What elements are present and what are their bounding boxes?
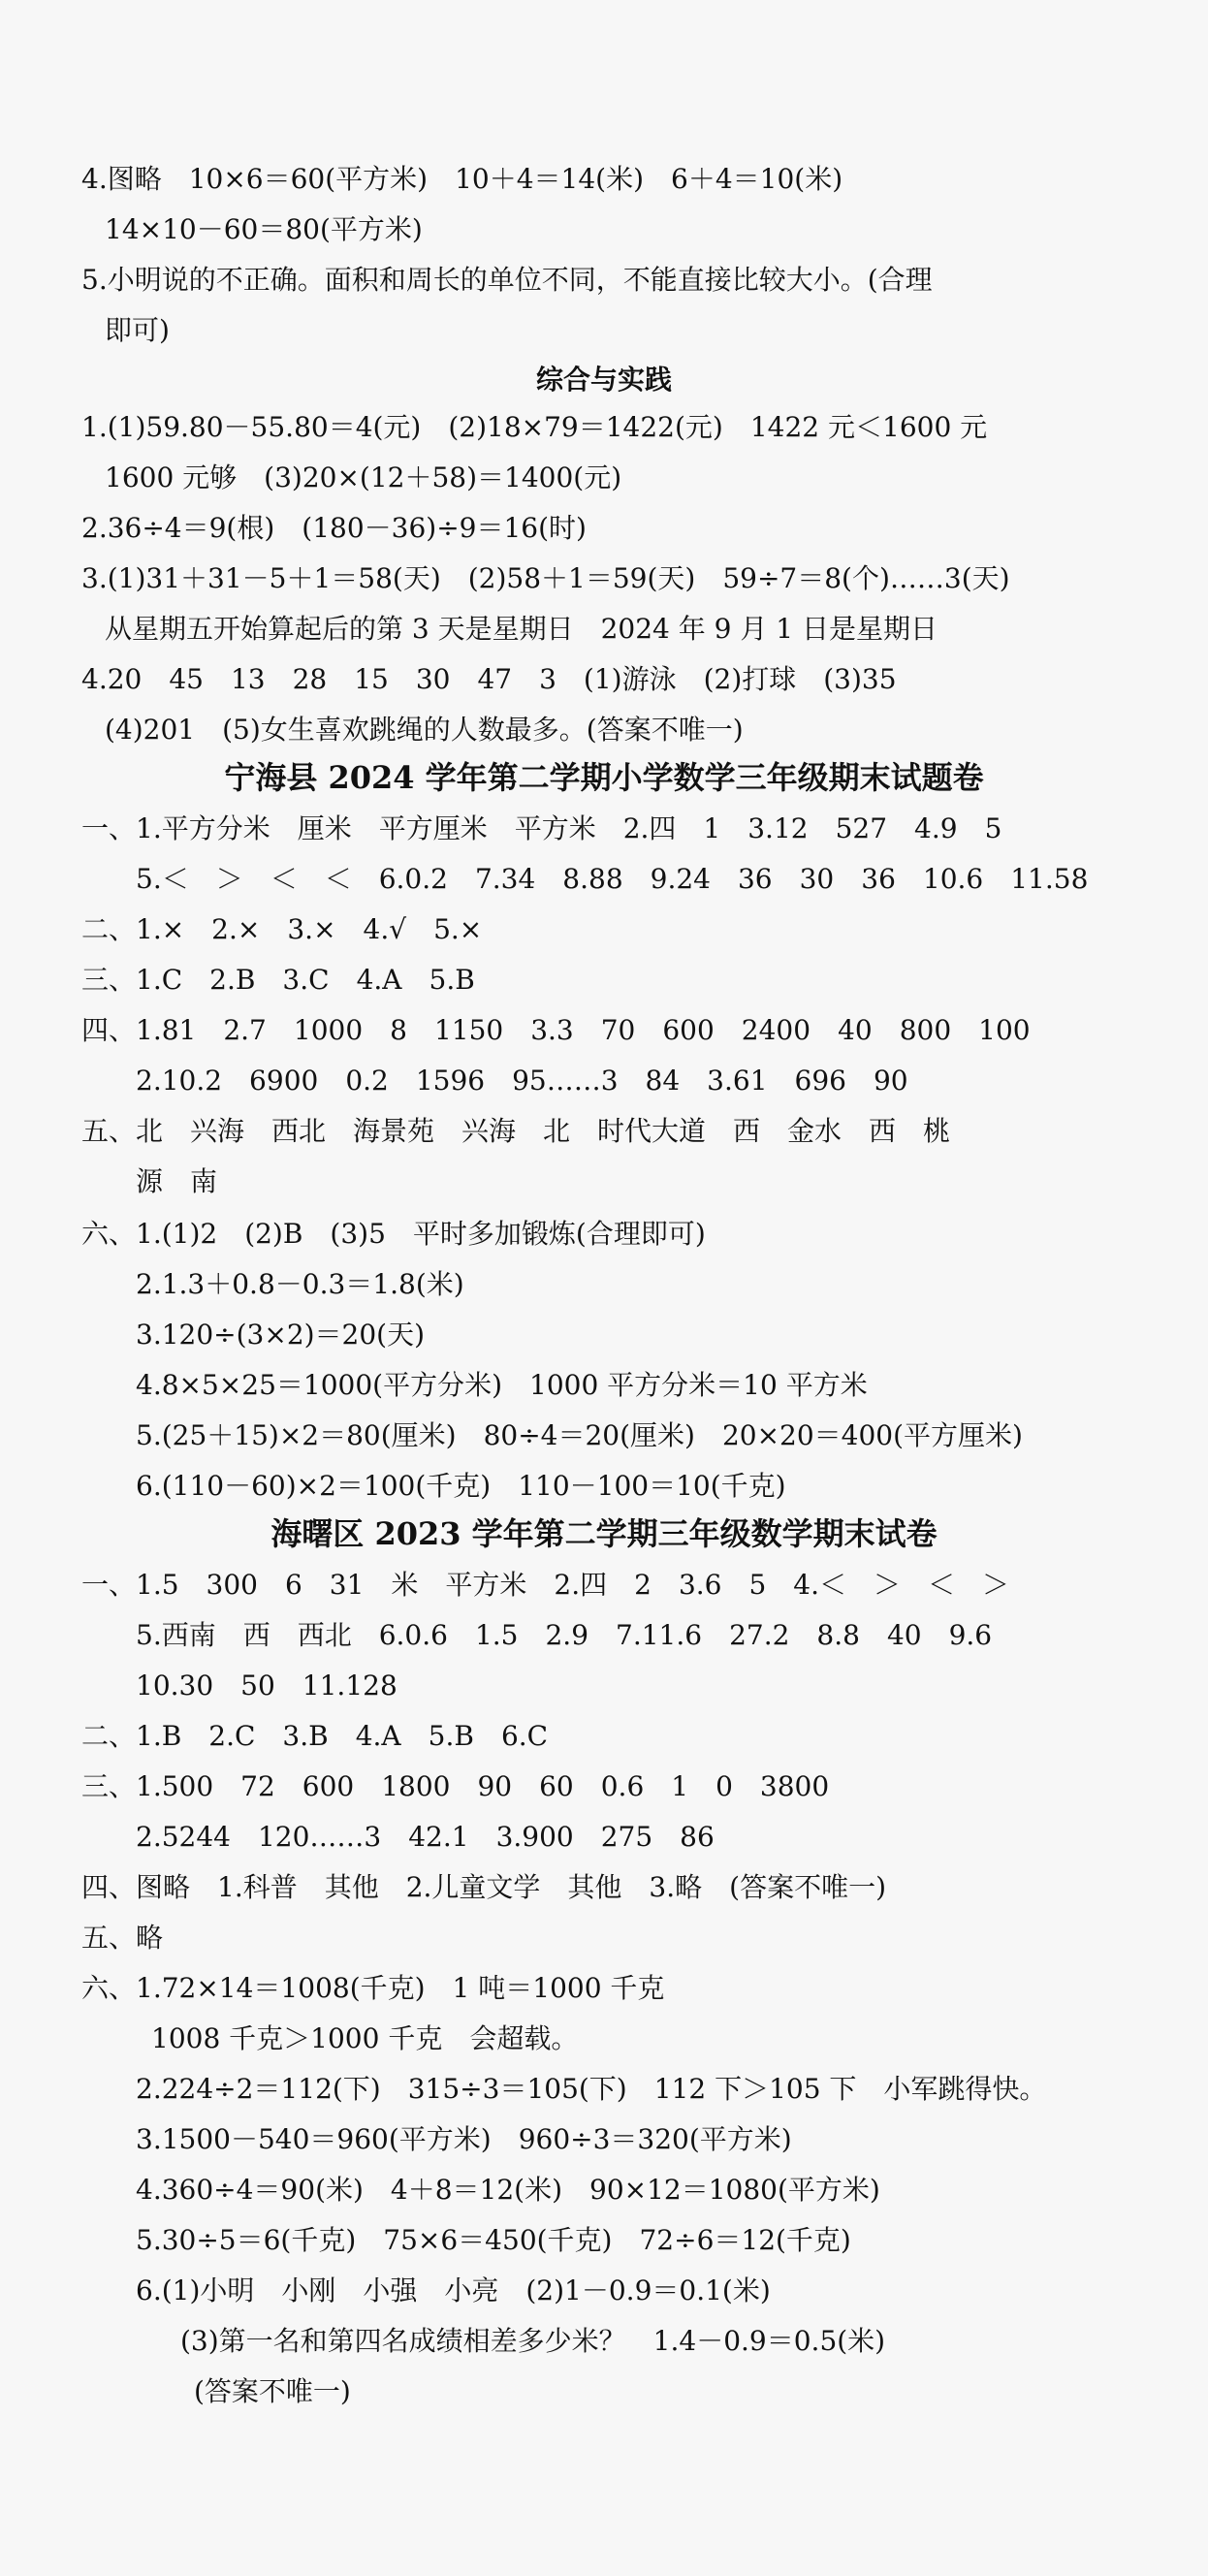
answer-line: 6.(110－60)×2＝100(千克) 110－100＝10(千克) <box>136 1470 786 1502</box>
answer-line: 3.1500－540＝960(平方米) 960÷3＝320(平方米) <box>136 2123 792 2155</box>
answer-line: 2.36÷4＝9(根) (180－36)÷9＝16(时) <box>81 512 587 544</box>
answer-line: 二、1.B 2.C 3.B 4.A 5.B 6.C <box>81 1720 549 1752</box>
answer-line: 5.30÷5＝6(千克) 75×6＝450(千克) 72÷6＝12(千克) <box>136 2224 851 2256</box>
answer-line: 五、北 兴海 西北 海景苑 兴海 北 时代大道 西 金水 西 桃 <box>81 1115 951 1147</box>
answer-line: 三、1.500 72 600 1800 90 60 0.6 1 0 3800 <box>81 1770 830 1802</box>
answer-line: 3.120÷(3×2)＝20(天) <box>136 1319 426 1351</box>
section-heading: 综合与实践 <box>535 364 672 396</box>
answer-line: 四、1.81 2.7 1000 8 1150 3.3 70 600 2400 40 800 100 <box>81 1014 1031 1046</box>
answer-line: 四、图略 1.科普 其他 2.儿童文学 其他 3.略 (答案不唯一) <box>81 1871 886 1903</box>
answer-line: 2.1.3＋0.8－0.3＝1.8(米) <box>136 1268 464 1300</box>
answer-line: 源 南 <box>136 1165 218 1197</box>
answer-line: 五、略 <box>81 1922 164 1954</box>
answer-line: 一、1.平方分米 厘米 平方厘米 平方米 2.四 1 3.12 527 4.9 5 <box>81 812 1002 844</box>
answer-line: 二、1.× 2.× 3.× 4.√ 5.× <box>81 913 483 945</box>
answer-line: 一、1.5 300 6 31 米 平方米 2.四 2 3.6 5 4.＜ ＞ ＜ ＞ <box>81 1569 1010 1601</box>
answer-line: 从星期五开始算起后的第 3 天是星期日 2024 年 9 月 1 日是星期日 <box>105 613 938 645</box>
answer-line: (3)第一名和第四名成绩相差多少米？ 1.4－0.9＝0.5(米) <box>180 2325 886 2357</box>
answer-line: (4)201 (5)女生喜欢跳绳的人数最多。(答案不唯一) <box>105 714 744 746</box>
answer-line: 六、1.72×14＝1008(千克) 1 吨＝1000 千克 <box>81 1972 665 2004</box>
answer-line: 5.＜ ＞ ＜ ＜ 6.0.2 7.34 8.88 9.24 36 30 36 10.6 11.58 <box>136 863 1089 895</box>
answer-line: 2.224÷2＝112(下) 315÷3＝105(下) 112 下＞105 下 小军跳得快。 <box>136 2073 1047 2105</box>
answer-line: 5.(25＋15)×2＝80(厘米) 80÷4＝20(厘米) 20×20＝400(平方厘米) <box>136 1419 1023 1451</box>
answer-line: 三、1.C 2.B 3.C 4.A 5.B <box>81 964 475 996</box>
answer-line: 3.(1)31＋31－5＋1＝58(天) (2)58＋1＝59(天) 59÷7＝8(个)……3(天) <box>81 562 1010 594</box>
answer-line: 4.360÷4＝90(米) 4＋8＝12(米) 90×12＝1080(平方米) <box>136 2174 880 2206</box>
answer-line: 2.10.2 6900 0.2 1596 95……3 84 3.61 696 90 <box>136 1065 908 1097</box>
answer-line: 即可) <box>105 314 170 346</box>
answer-line: 4.20 45 13 28 15 30 47 3 (1)游泳 (2)打球 (3)35 <box>81 663 897 695</box>
answer-line: 14×10－60＝80(平方米) <box>105 213 423 245</box>
answer-line: 5.西南 西 西北 6.0.6 1.5 2.9 7.11.6 27.2 8.8 40 9.6 <box>136 1619 993 1651</box>
answer-line: 5.小明说的不正确。面积和周长的单位不同，不能直接比较大小。(合理 <box>81 264 933 296</box>
answer-line: 1600 元够 (3)20×(12＋58)＝1400(元) <box>105 461 622 493</box>
answer-line: 4.8×5×25＝1000(平方分米) 1000 平方分米＝10 平方米 <box>136 1369 868 1401</box>
answer-line: 4.图略 10×6＝60(平方米) 10＋4＝14(米) 6＋4＝10(米) <box>81 163 843 195</box>
answer-line: 6.(1)小明 小刚 小强 小亮 (2)1－0.9＝0.1(米) <box>136 2274 771 2306</box>
section-heading: 海曙区 2023 学年第二学期三年级数学期末试卷 <box>270 1515 938 1552</box>
answer-line: 2.5244 120……3 42.1 3.900 275 86 <box>136 1821 715 1853</box>
answer-line: 1008 千克＞1000 千克 会超载。 <box>151 2022 579 2054</box>
answer-line: (答案不唯一) <box>194 2375 351 2407</box>
answer-line: 1.(1)59.80－55.80＝4(元) (2)18×79＝1422(元) 1422 元＜1600 元 <box>81 411 988 443</box>
section-heading: 宁海县 2024 学年第二学期小学数学三年级期末试题卷 <box>224 759 984 796</box>
answer-line: 10.30 50 11.128 <box>136 1670 397 1701</box>
answer-line: 六、1.(1)2 (2)B (3)5 平时多加锻炼(合理即可) <box>81 1218 706 1250</box>
